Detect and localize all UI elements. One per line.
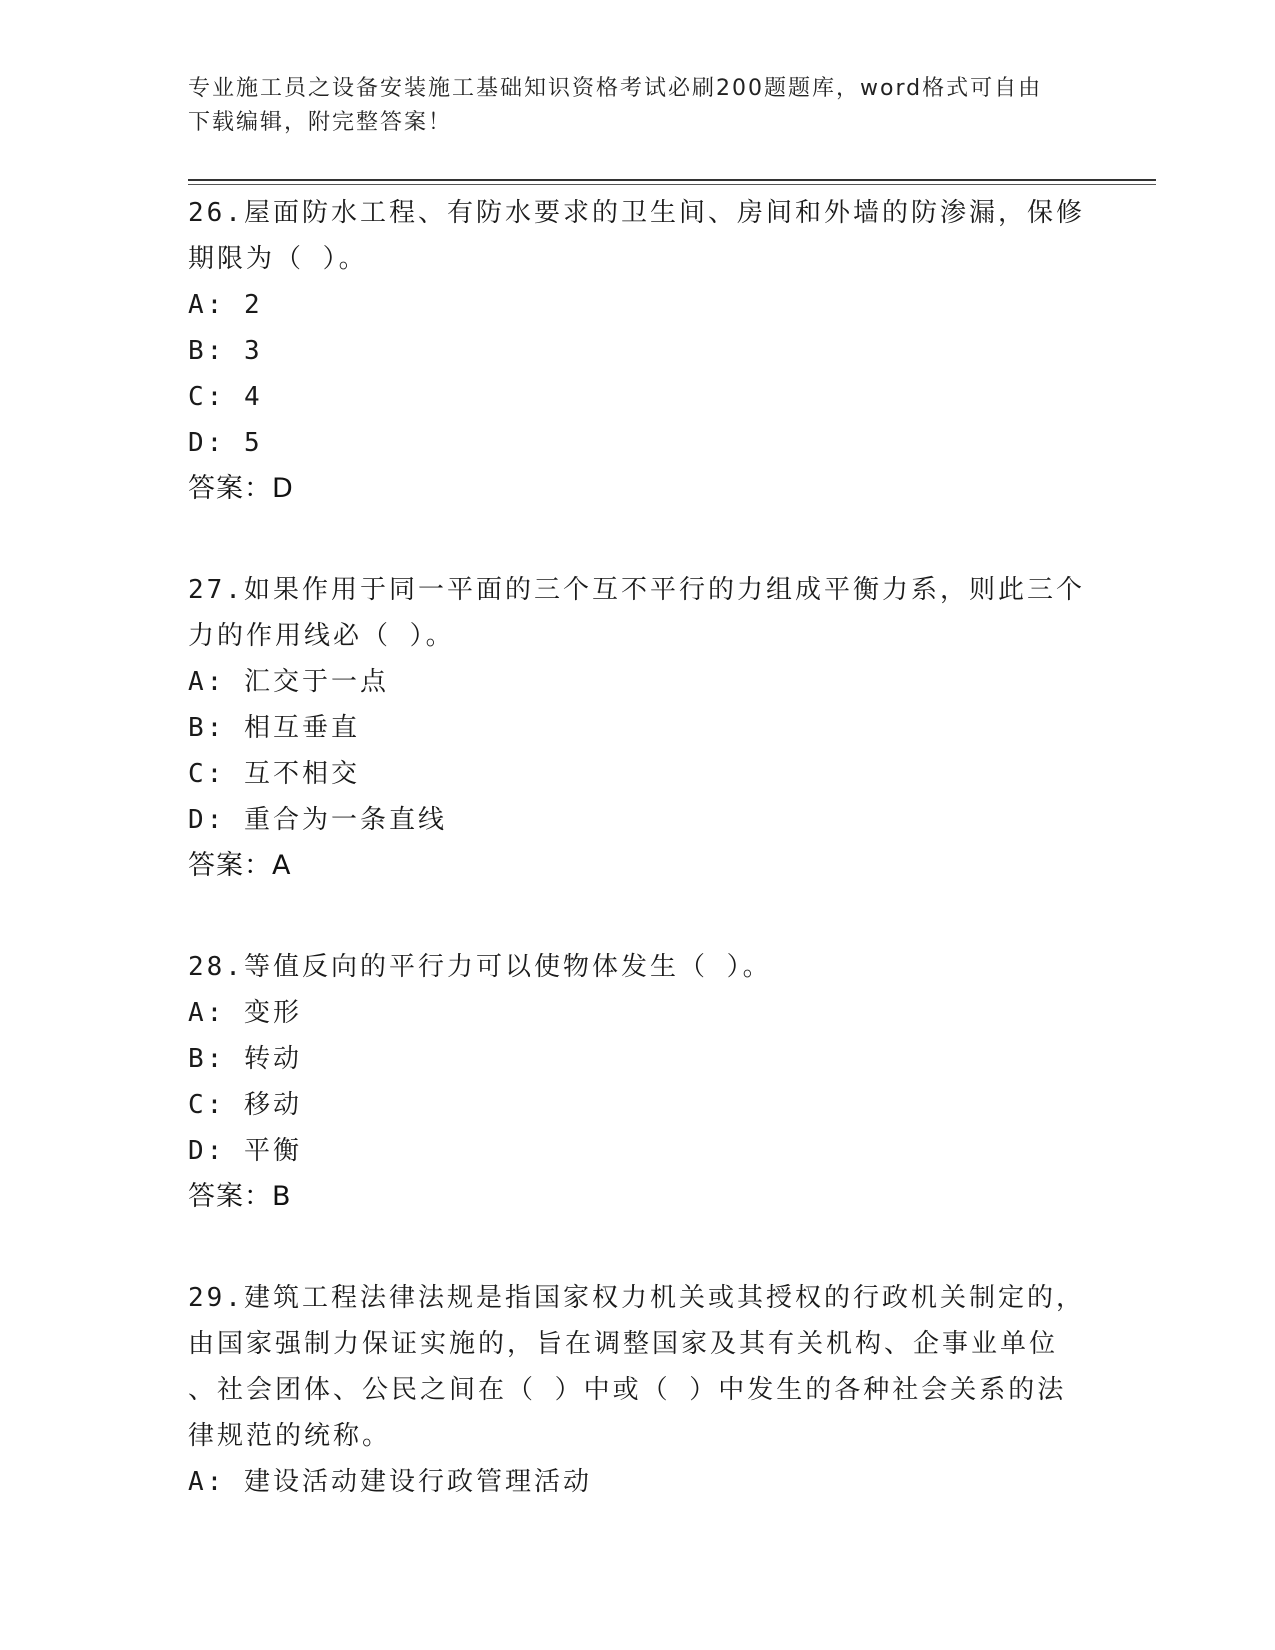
question-text-line: 27.如果作用于同一平面的三个互不平行的力组成平衡力系，则此三个 [188, 575, 1085, 605]
question-text-line: 力的作用线必（ ）。 [188, 621, 455, 651]
question-text-line: 26.屋面防水工程、有防水要求的卫生间、房间和外墙的防渗漏，保修 [188, 198, 1085, 228]
option-c: C: 移动 [188, 1090, 302, 1120]
option-d: D: 重合为一条直线 [188, 805, 447, 835]
question-text-line: 、社会团体、公民之间在（ ）中或（ ）中发生的各种社会关系的法 [188, 1375, 1067, 1405]
document-header [188, 72, 1068, 140]
question-text-line: 律规范的统称。 [188, 1421, 392, 1451]
header-divider-thick [188, 179, 1156, 181]
option-a: A: 变形 [188, 998, 302, 1028]
question-29 [188, 1275, 1088, 1505]
option-c: C: 4 [188, 382, 263, 412]
header-line-1: 专业施工员之设备安装施工基础知识资格考试必刷200题题库，word格式可自由 [188, 76, 1043, 101]
answer-label: 答案：B [188, 1181, 292, 1212]
question-text-line: 29.建筑工程法律法规是指国家权力机关或其授权的行政机关制定的， [188, 1283, 1085, 1313]
question-text-line: 由国家强制力保证实施的，旨在调整国家及其有关机构、企事业单位 [188, 1329, 1059, 1359]
option-a: A: 2 [188, 290, 263, 320]
option-d: D: 5 [188, 428, 263, 458]
question-text-line: 28.等值反向的平行力可以使物体发生（ ）。 [188, 952, 772, 982]
header-line-2: 下载编辑，附完整答案！ [188, 110, 453, 135]
answer-label: 答案：D [188, 473, 294, 504]
question-27 [188, 567, 1088, 889]
answer-label: 答案：A [188, 850, 292, 881]
question-text-line: 期限为（ ）。 [188, 244, 368, 274]
option-a: A: 汇交于一点 [188, 667, 389, 697]
question-26 [188, 190, 1088, 512]
option-b: B: 转动 [188, 1044, 302, 1074]
option-b: B: 相互垂直 [188, 713, 360, 743]
option-b: B: 3 [188, 336, 263, 366]
option-d: D: 平衡 [188, 1136, 302, 1166]
option-c: C: 互不相交 [188, 759, 360, 789]
questions-list [188, 190, 1088, 1560]
option-a: A: 建设活动建设行政管理活动 [188, 1467, 592, 1497]
header-divider-thin [188, 184, 1156, 185]
question-28 [188, 944, 1088, 1220]
